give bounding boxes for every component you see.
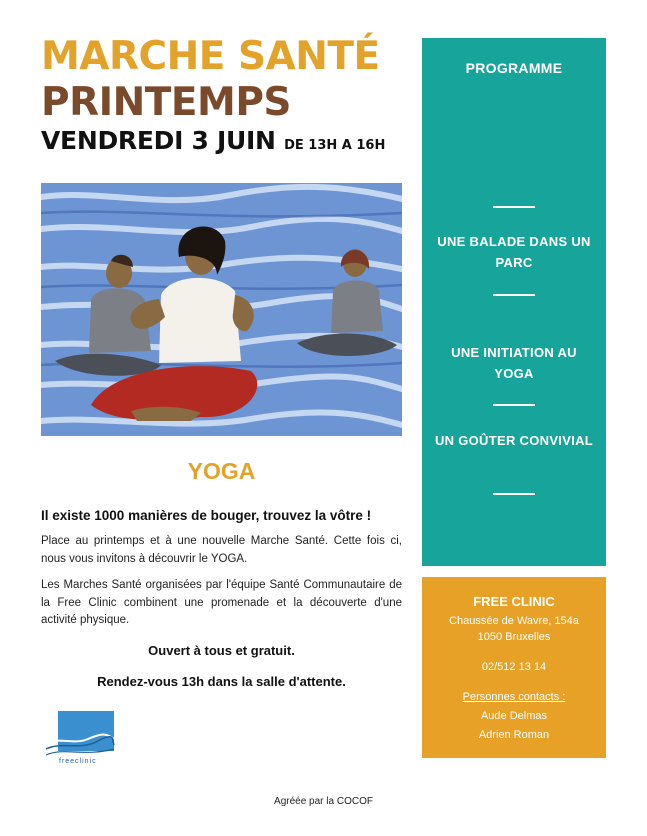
contact-name: Aude Delmas bbox=[480, 710, 548, 722]
free-note: Ouvert à tous et gratuit. bbox=[148, 643, 295, 658]
event-date-line bbox=[41, 126, 385, 155]
programme-divider bbox=[493, 404, 535, 406]
meeting-note: Rendez-vous 13h dans la salle d'attente. bbox=[97, 674, 346, 689]
programme-divider bbox=[493, 206, 535, 208]
yoga-illustration bbox=[41, 183, 402, 436]
event-date: VENDREDI 3 JUIN bbox=[41, 126, 276, 155]
programme-item-2: UNE INITIATION AU YOGA bbox=[451, 345, 577, 381]
contact-address-line-1: Chaussée de Wavre, 154a bbox=[449, 615, 579, 627]
event-time: DE 13H A 16H bbox=[284, 138, 386, 153]
activity-lead: Il existe 1000 manières de bouger, trouvez la vôtre ! bbox=[41, 508, 372, 523]
programme-item-3: UN GOÛTER CONVIVIAL bbox=[434, 433, 594, 448]
title-line-2: PRINTEMPS bbox=[41, 80, 291, 125]
contact-phone: 02/512 13 14 bbox=[481, 661, 547, 673]
programme-divider bbox=[493, 493, 535, 495]
contact-org: FREE CLINIC bbox=[473, 594, 555, 609]
programme-panel bbox=[422, 38, 606, 566]
contact-name: Adrien Roman bbox=[478, 729, 550, 741]
title-line-1: MARCHE SANTÉ bbox=[41, 34, 380, 79]
free-clinic-logo bbox=[44, 711, 116, 769]
contacts-label: Personnes contacts : bbox=[462, 691, 566, 703]
contact-address-line-2: 1050 Bruxelles bbox=[477, 631, 551, 643]
programme-heading: PROGRAMME bbox=[465, 60, 563, 76]
description-paragraph: Les Marches Santé organisées par l'équipe Santé Communautaire de la Free Clinic combinent une promenade et la découverte d'une activité physique. bbox=[41, 579, 402, 626]
contact-panel bbox=[422, 577, 606, 758]
intro-paragraph: Place au printemps et à une nouvelle Marche Santé. Cette fois ci, nous vous invitons à découvrir le YOGA. bbox=[41, 535, 402, 565]
activity-heading: YOGA bbox=[187, 458, 256, 484]
footer-accreditation: Agréée par la COCOF bbox=[274, 796, 373, 807]
svg-text:freeclinic: freeclinic bbox=[59, 758, 97, 765]
programme-item-1: UNE BALADE DANS UN PARC bbox=[437, 234, 591, 270]
programme-divider bbox=[493, 294, 535, 296]
